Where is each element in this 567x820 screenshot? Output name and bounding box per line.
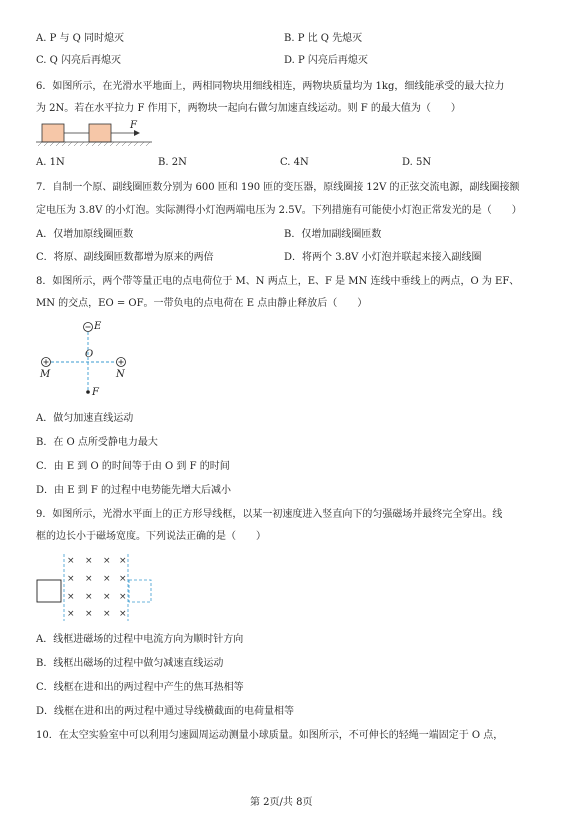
q6-option-c: C. 4N xyxy=(280,157,309,168)
field-cross: × xyxy=(103,609,111,619)
q8-label-n: N xyxy=(116,369,125,380)
q8-stem-line1: 8．如图所示，两个带等量正电的点电荷位于 M、N 两点上，E、F 是 MN 连线中垂线上的两点，O 为 EF、 xyxy=(36,276,520,287)
q9-option-c: C．线框在进和出的两过程中产生的焦耳热相等 xyxy=(36,682,244,693)
q8-label-m: M xyxy=(40,369,51,380)
loop-exit-position xyxy=(129,580,151,602)
q10-stem-line1: 10．在太空实验室中可以利用匀速圆周运动测量小球质量。如图所示，不可伸长的轻绳一端固定于 O 点， xyxy=(36,730,504,741)
q8-option-c: C．由 E 到 O 的时间等于由 O 到 F 的时间 xyxy=(36,461,230,472)
point-f-dot xyxy=(86,390,90,394)
field-cross: × xyxy=(119,592,127,602)
q7-option-b: B．仅增加副线圈匝数 xyxy=(284,229,382,240)
q9-option-a: A．线框进磁场的过程中电流方向为顺时针方向 xyxy=(36,634,244,645)
q8-option-b: B．在 O 点所受静电力最大 xyxy=(36,437,158,448)
q9-stem-line1: 9．如图所示，光滑水平面上的正方形导线框，以某一初速度进入竖直向下的匀强磁场并最终完全穿出。线 xyxy=(36,509,503,520)
q7-option-a: A．仅增加原线圈匝数 xyxy=(36,229,134,240)
q8-label-o: O xyxy=(85,349,94,360)
q5-option-b: B. P 比 Q 先熄灭 xyxy=(284,33,363,44)
q5-option-c: C. Q 闪亮后再熄灭 xyxy=(36,55,122,66)
q7-option-c: C．将原、副线圈匝数都增为原来的两倍 xyxy=(36,252,214,263)
q6-option-d: D. 5N xyxy=(402,157,432,168)
field-cross: × xyxy=(85,592,93,602)
field-cross: × xyxy=(103,574,111,584)
q7-stem-line2: 定电压为 3.8V 的小灯泡。实际测得小灯泡两端电压为 2.5V。下列措施有可能使小灯泡正常发光的是（ ） xyxy=(36,205,522,216)
square-loop xyxy=(37,580,61,602)
q8-option-a: A．做匀加速直线运动 xyxy=(36,413,134,424)
q8-label-e: E xyxy=(94,321,102,332)
field-cross: × xyxy=(103,556,111,566)
q8-charges-figure xyxy=(42,323,126,394)
q5-option-d: D. P 闪亮后再熄灭 xyxy=(284,55,368,66)
block-right xyxy=(89,124,111,142)
field-cross: × xyxy=(67,556,75,566)
q6-force-label: F xyxy=(130,120,137,131)
q5-option-a: A. P 与 Q 同时熄灭 xyxy=(36,33,125,44)
field-cross: × xyxy=(85,609,93,619)
q9-option-b: B．线框出磁场的过程中做匀减速直线运动 xyxy=(36,658,224,669)
q8-label-f: F xyxy=(92,387,99,398)
q6-option-a: A. 1N xyxy=(36,157,65,168)
q7-option-d: D．将两个 3.8V 小灯泡并联起来接入副线圈 xyxy=(284,252,482,263)
q6-stem-line2: 为 2N。若在水平拉力 F 作用下，两物块一起向右做匀加速直线运动。则 F 的最大值为（ ） xyxy=(36,103,461,114)
ground-hatch xyxy=(38,142,150,146)
field-cross: × xyxy=(119,556,127,566)
field-cross: × xyxy=(103,592,111,602)
q7-stem-line1: 7．自制一个原、副线圈匝数分别为 600 匝和 190 匝的变压器，原线圈接 12V 的正弦交流电源，副线圈接额 xyxy=(36,182,520,193)
field-cross: × xyxy=(119,609,127,619)
q8-option-d: D．由 E 到 F 的过程中电势能先增大后减小 xyxy=(36,485,231,496)
block-left xyxy=(42,124,64,142)
q9-stem-line2: 框的边长小于磁场宽度。下列说法正确的是（ ） xyxy=(36,531,266,542)
field-cross: × xyxy=(67,609,75,619)
field-cross: × xyxy=(85,574,93,584)
field-cross: × xyxy=(119,574,127,584)
page-footer: 第 2页/共 8页 xyxy=(250,797,313,808)
q9-option-d: D．线框在进和出的两过程中通过导线横截面的电荷量相等 xyxy=(36,706,295,717)
field-cross: × xyxy=(67,592,75,602)
field-cross: × xyxy=(85,556,93,566)
q9-field-figure xyxy=(37,554,151,621)
q8-stem-line2: MN 的交点，EO = OF。一带负电的点电荷在 E 点由静止释放后（ ） xyxy=(36,298,368,309)
q6-option-b: B. 2N xyxy=(158,157,187,168)
field-cross: × xyxy=(67,574,75,584)
q6-stem-line1: 6．如图所示，在光滑水平地面上，两相同物块用细线相连，两物块质量均为 1kg，细线能承受的最大拉力 xyxy=(36,81,505,92)
